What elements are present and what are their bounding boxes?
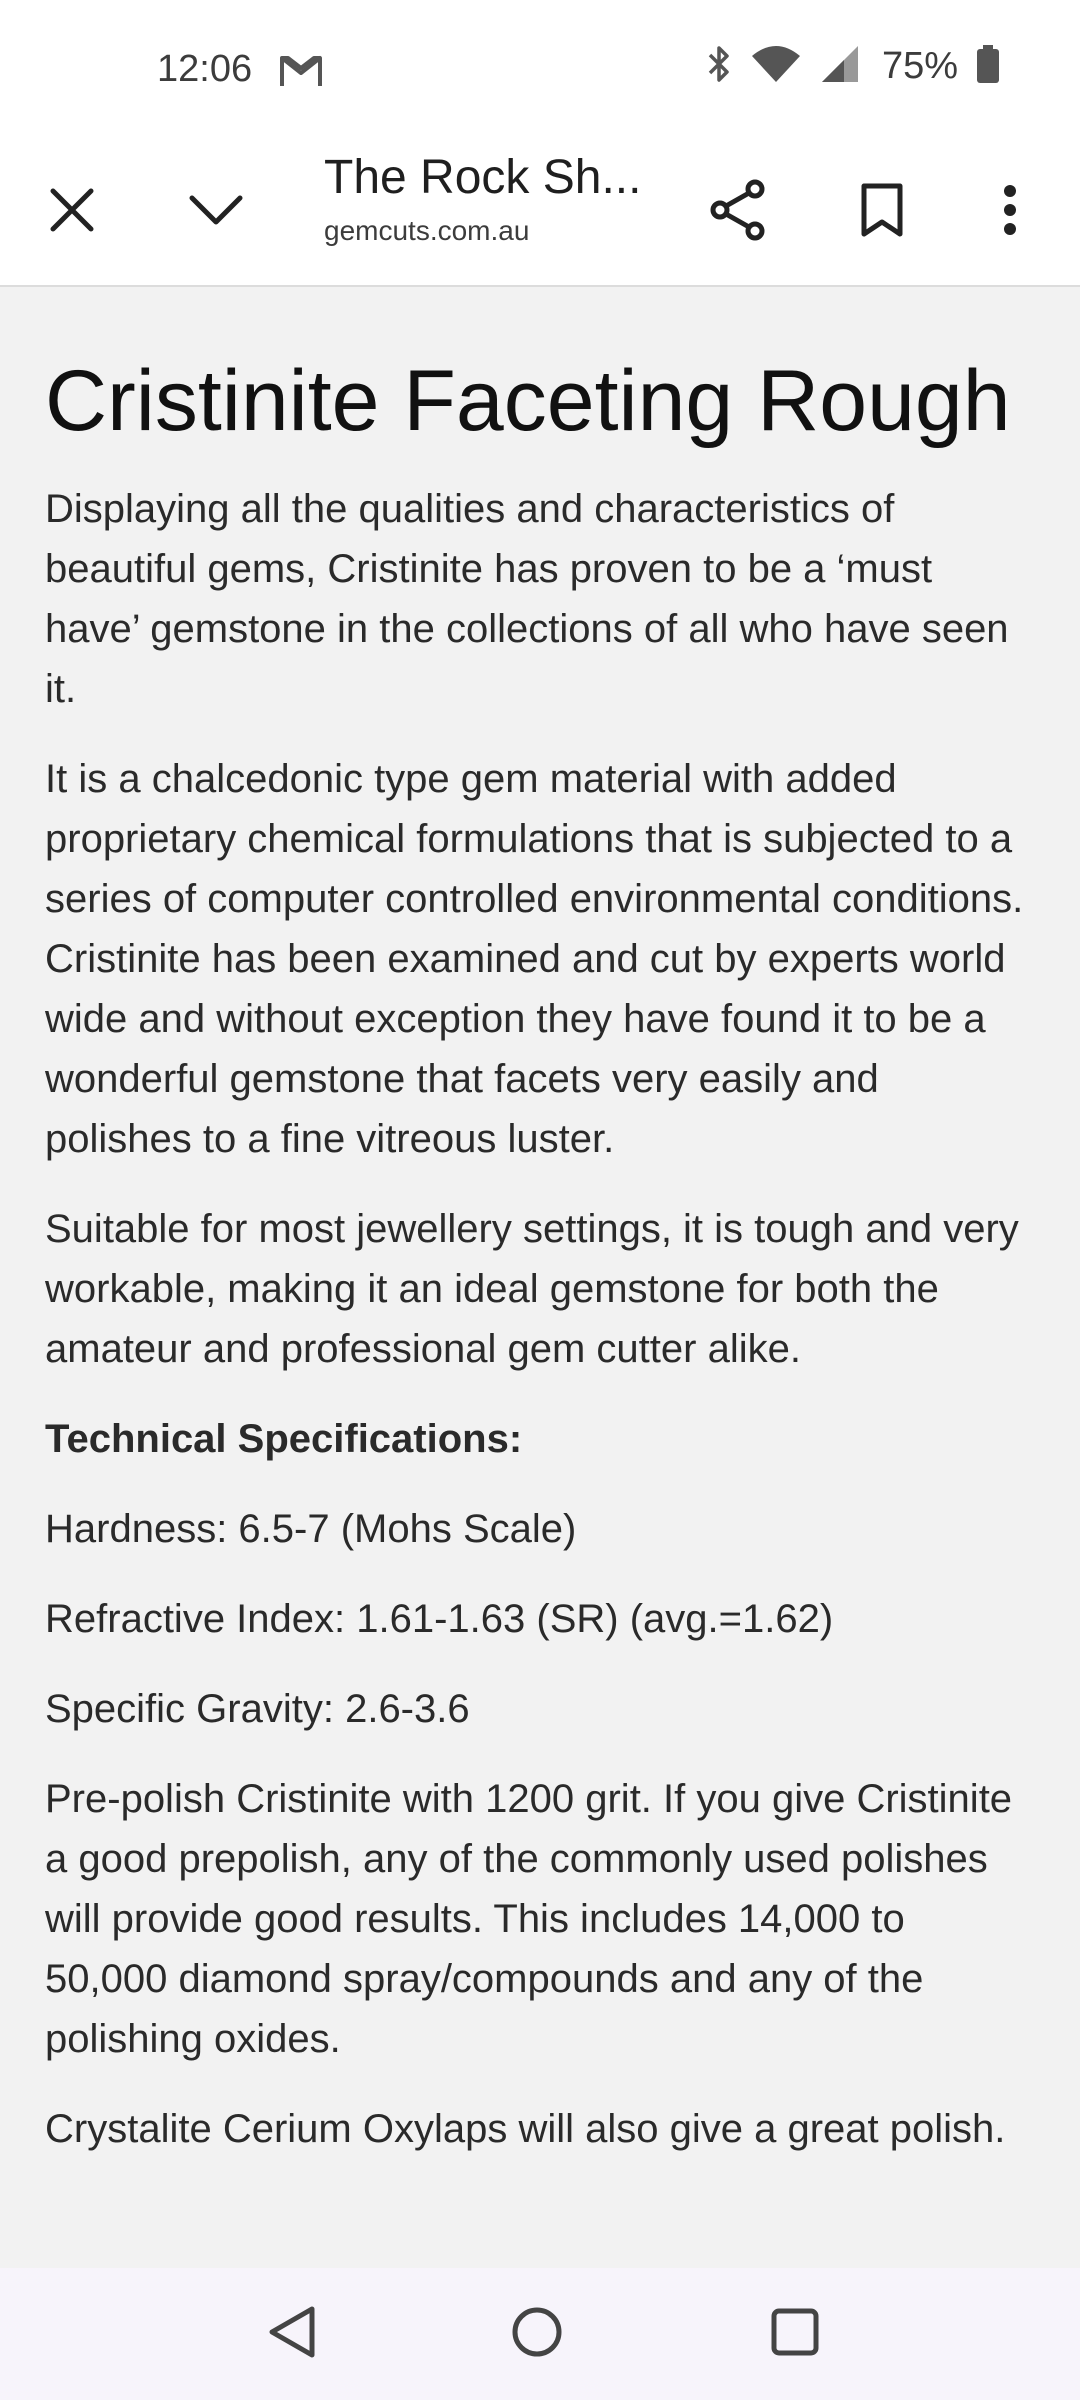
home-button[interactable]: [497, 2294, 577, 2374]
close-icon: [49, 187, 95, 238]
spec-refractive-index: Refractive Index: 1.61-1.63 (SR) (avg.=1.62): [45, 1597, 834, 1641]
share-icon: [709, 179, 767, 246]
bluetooth-icon: [706, 44, 732, 89]
battery-percent: 75%: [881, 45, 958, 87]
share-button[interactable]: [696, 170, 780, 254]
minimize-button[interactable]: [174, 170, 258, 254]
page-title-short: The Rock Sh...: [324, 152, 642, 204]
spec-hardness: Hardness: 6.5-7 (Mohs Scale): [45, 1507, 577, 1551]
spec-heading: Technical Specifications:: [45, 1417, 523, 1461]
polish-paragraph: Pre-polish Cristinite with 1200 grit. If you give Cristinite a good prepolish, any of the commonly used polishes will provide good results. This includes 14,000 to 50,000 diamond spray/compounds and any of the polishing oxides.: [45, 1777, 1013, 2061]
recents-icon: [770, 2307, 820, 2362]
recents-button[interactable]: [755, 2294, 835, 2374]
close-button[interactable]: [30, 170, 114, 254]
signal-icon: [820, 44, 860, 89]
status-time: 12:06: [157, 48, 253, 90]
page-url: gemcuts.com.au: [324, 214, 530, 246]
page-info[interactable]: [324, 148, 654, 247]
article-paragraph: Suitable for most jewellery settings, it is tough and very workable, making it an ideal gemstone for both the amateur and professional gem cutter alike.: [45, 1207, 1019, 1371]
polish-paragraph: Crystalite Cerium Oxylaps will also give a great polish.: [45, 2107, 1006, 2151]
battery-icon: [976, 44, 1000, 89]
spec-specific-gravity: Specific Gravity: 2.6-3.6: [45, 1687, 470, 1731]
more-vert-icon: [1003, 184, 1017, 241]
article-paragraph: It is a chalcedonic type gem material with added proprietary chemical formulations that is subjected to a series of computer controlled environmental conditions. Cristinite has been examined and cut by experts world wide and without exception they have found it to be a wonderful gemstone that facets very easily and polishes to a fine vitreous luster.: [45, 757, 1024, 1161]
bookmark-button[interactable]: [840, 170, 924, 254]
system-nav-bar: [0, 2268, 1080, 2400]
chevron-down-icon: [188, 192, 244, 233]
article-paragraph: Displaying all the qualities and characteristics of beautiful gems, Cristinite has proven to be a ‘must have’ gemstone in the collections of all who have seen it.: [45, 487, 1009, 711]
more-options-button[interactable]: [968, 170, 1052, 254]
article-title: Cristinite Faceting Rough: [45, 353, 1011, 449]
status-bar: [0, 0, 1080, 140]
status-icons: [688, 44, 1000, 89]
wifi-icon: [750, 44, 802, 89]
browser-toolbar: [0, 140, 1080, 287]
home-icon: [510, 2305, 564, 2364]
back-icon: [266, 2304, 318, 2365]
web-content[interactable]: [0, 289, 1080, 2268]
back-button[interactable]: [252, 2294, 332, 2374]
bookmark-icon: [860, 182, 904, 243]
gmail-icon: [278, 52, 324, 93]
